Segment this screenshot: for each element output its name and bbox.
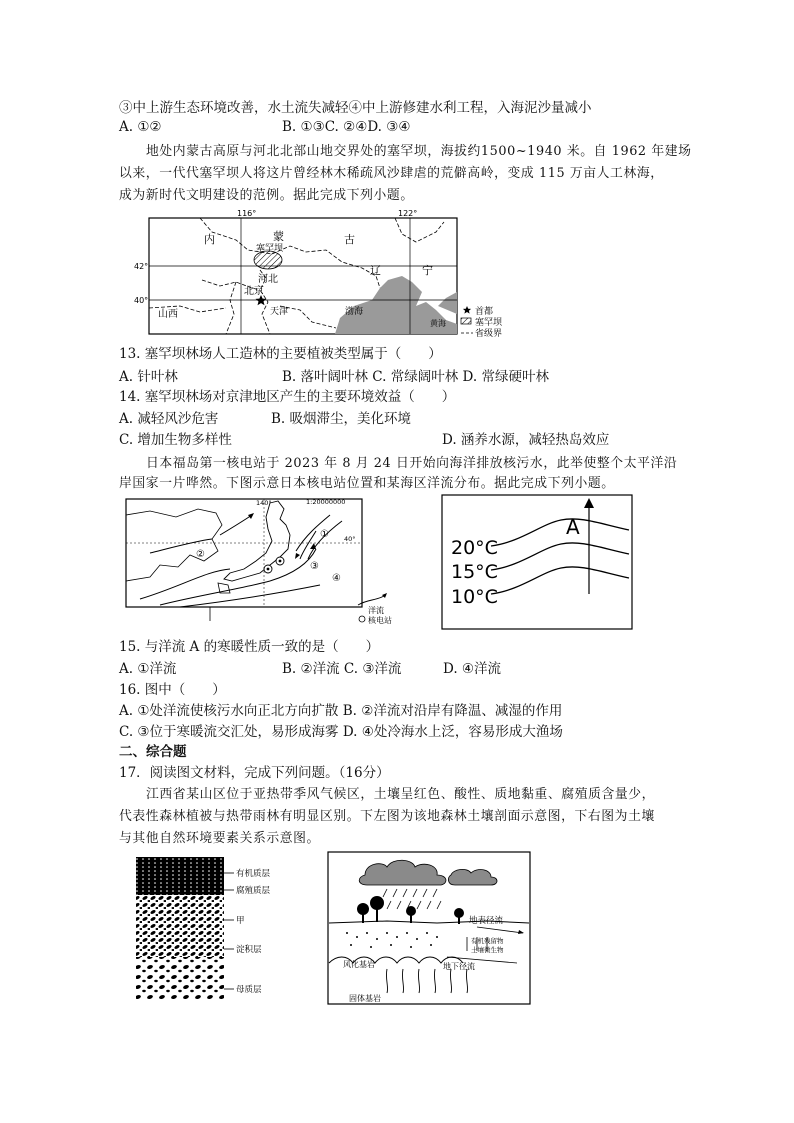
soilrel-label-surface-runoff: 地表径流 [469,916,504,926]
ocean-isotherm-diagram [441,494,633,630]
map1-lat-top: 42° [134,262,149,271]
legend-star-icon [463,306,471,314]
saihanba-location-map [134,209,540,339]
passage-fukushima-line1: 日本福岛第一核电站于 2023 年 8 月 24 日开始向海洋排放核污水，此举使整个太平洋沿 [146,456,678,471]
soil-label-organic: 有机质层 [236,869,271,879]
japan-current-map [120,495,420,627]
map2-current-4: ④ [332,573,341,584]
q17-material-line1: 江西省某山区位于亚热带季风气候区，土壤呈红色、酸性、质地黏重、腐殖质含量少， [146,787,656,802]
q14-option-c: C. 增加生物多样性 [119,432,232,448]
q17-material-line3: 与其他自然环境要素关系示意图。 [119,831,320,846]
q13-option-bcd: B. 落叶阔叶林 C. 常绿阔叶林 D. 常绿硬叶林 [282,369,549,385]
q15-stem: 15. 与洋流 A 的寒暖性质一致的是（ ） [119,639,380,655]
q17-stem: 17．阅读图文材料，完成下列问题。（16分） [119,765,390,781]
q15-option-a: A. ①洋流 [119,661,177,677]
soil-label-parent: 母质层 [236,985,262,995]
q16-option-cd: C. ③位于寒暖流交汇处，易形成海雾 D. ④处冷海水上泛，容易形成大渔场 [119,724,563,740]
map1-label-gu: 古 [344,233,355,246]
q13-option-a: A. 针叶林 [119,369,178,385]
map1-label-shanxi: 山西 [158,309,178,320]
map2-lat-40: 40° [344,535,356,543]
soilrel-label-organic: 有机残留物 [471,937,504,945]
q17-material-line2: 代表性森林植被与热带雨林有明显区别。下左图为该地森林土壤剖面示意图，下右图为土壤 [119,809,655,824]
map2-lon-140: 140° [256,499,272,507]
iso-label-10: 10°C [451,586,498,608]
soilrel-label-micro: 土壤微生物 [471,946,504,954]
iso-label-a: A [566,515,580,539]
q12-option-line: ③中上游生态环境改善，水土流失减轻④中上游修建水利工程，入海泥沙量减小 [119,100,592,116]
map1-label-beijing: 北京 [244,286,264,297]
q15-option-bc: B. ②洋流 C. ③洋流 [282,661,402,677]
q12-option-a: A. ①② [119,119,162,135]
soil-label-illuvial: 淀积层 [236,945,262,955]
passage-saihanba-line1: 地处内蒙古高原与河北北部山地交界处的塞罕坝，海拔约1500~1940 米。自 1962 年建场 [146,144,692,159]
q13-stem: 13. 塞罕坝林场人工造林的主要植被类型属于（ ） [119,346,442,362]
soil-label-jia: 甲 [236,916,245,926]
map1-label-meng: 蒙 [273,230,284,243]
q14-stem: 14. 塞罕坝林场对京津地区产生的主要环境效益（ ） [119,389,456,405]
map2-current-3: ③ [310,561,319,572]
soilrel-label-weathered: 风化基岩 [343,960,375,969]
map1-label-huanghai: 黄海 [430,319,446,328]
soil-environment-relation-diagram [327,851,531,1005]
iso-label-20: 20°C [451,537,498,559]
passage-saihanba-line3: 成为新时代文明建设的范例。据此完成下列小题。 [119,188,414,203]
legend-plant-icon [359,616,365,622]
soilrel-label-bedrock: 固体基岩 [349,994,381,1003]
soilrel-label-ground-runoff: 地下径流 [443,962,475,971]
q15-option-d: D. ④洋流 [443,661,502,677]
q14-option-d: D. 涵养水源，减轻热岛效应 [442,432,610,448]
q16-option-ab: A. ①处洋流使核污水向正北方向扩散 B. ②洋流对沿岸有降温、减湿的作用 [119,703,563,719]
passage-saihanba-line2: 以来，一代代塞罕坝人将这片曾经林木稀疏风沙肆虐的荒僻高岭，变成 115 万亩人工林海， [119,166,664,181]
map1-legend-saihanba: 塞罕坝 [475,318,503,328]
map1-label-tianjin: 天津 [270,307,289,317]
map1-label-ning: 宁 [422,264,433,277]
map1-label-bohai: 渤海 [345,307,364,317]
q14-option-b: B. 吸烟滞尘，美化环境 [271,411,412,427]
soil-profile-diagram [134,853,314,1003]
map1-legend-capital: 首都 [475,307,494,317]
map1-label-nei: 内 [204,233,215,246]
map1-label-liao: 辽 [370,264,381,277]
map2-current-2: ② [196,549,205,560]
map2-scale: 1:20000000 [306,498,346,506]
map1-legend-border: 省级界 [475,329,503,339]
map2-legend-current: 洋流 [368,606,384,615]
section-title-comprehensive: 二、综合题 [119,744,187,760]
map1-label-hebei: 河北 [258,274,278,285]
legend-hatch-icon [461,318,471,324]
map1-lon-left: 116° [237,209,257,218]
map1-lat-bottom: 40° [134,296,149,305]
q14-option-a: A. 减轻风沙危害 [119,411,219,427]
soil-label-humus: 腐殖质层 [236,886,271,896]
q12-option-bcd: B. ①③C. ②④D. ③④ [282,119,411,135]
map2-legend-plant: 核电站 [368,616,392,625]
q16-stem: 16. 图中（ ） [119,682,226,698]
iso-label-15: 15°C [451,561,498,583]
passage-fukushima-line2: 岸国家一片哗然。下图示意日本核电站位置和某海区洋流分布。据此完成下列小题。 [119,476,615,491]
map1-lon-right: 122° [398,209,418,218]
map2-current-1: ① [320,529,329,540]
map1-label-saihanba: 塞罕坝 [256,244,284,254]
